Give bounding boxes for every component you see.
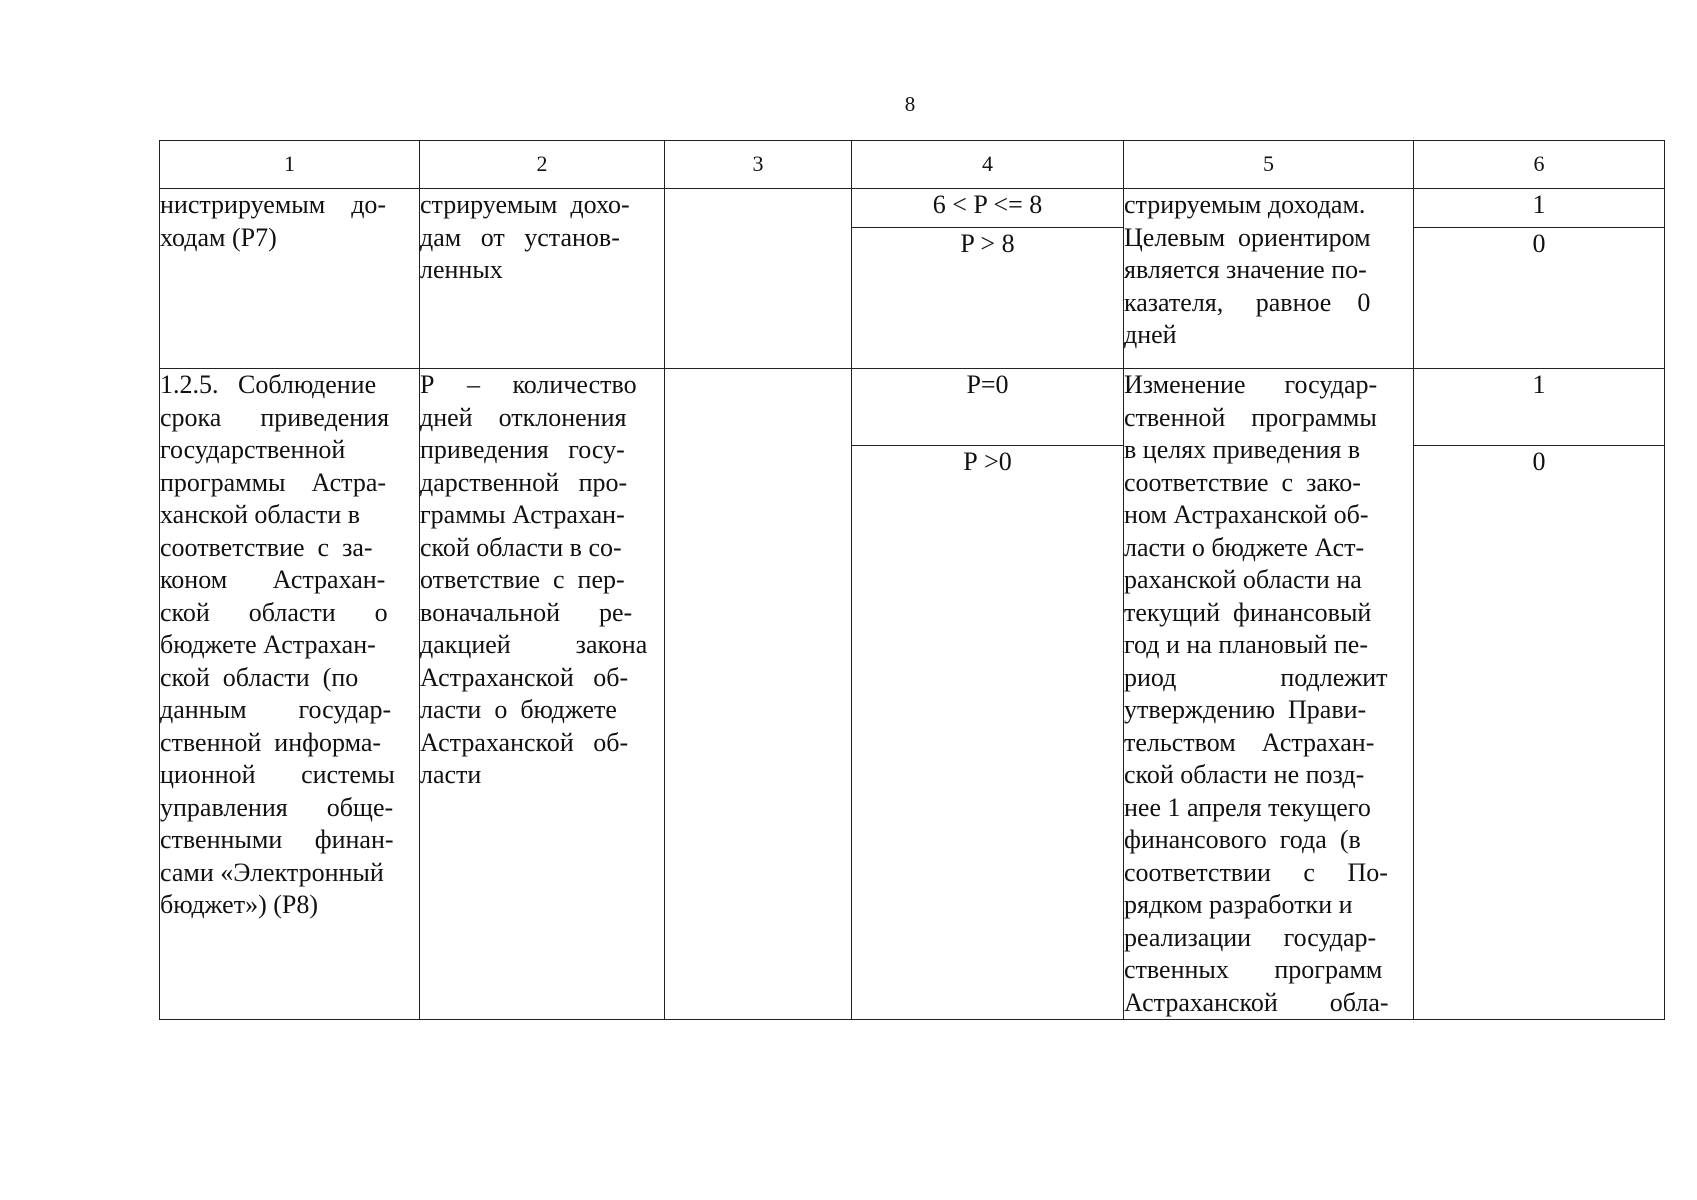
text-line: срока приведения xyxy=(160,402,390,432)
text-line: управления обще- xyxy=(160,792,394,822)
header-cell-3: 3 xyxy=(665,141,852,189)
text-line: тельством Астрахан- xyxy=(1124,727,1375,757)
p7-comment xyxy=(1124,189,1414,369)
text-line: ственных программ xyxy=(1124,955,1383,984)
text-line: воначальной ре- xyxy=(420,597,633,627)
text-line: текущий финансовый xyxy=(1124,597,1372,627)
p8-indicator-name xyxy=(160,369,420,1020)
table-row-p7 xyxy=(160,189,1665,228)
text-line: ходам (Р7) xyxy=(160,222,277,252)
text-line: рядком разработки и xyxy=(1124,890,1353,919)
text-line: ственной программы xyxy=(1124,402,1377,432)
text-line: является значение по- xyxy=(1124,255,1367,284)
text-line: ской области не позд- xyxy=(1124,760,1365,789)
text-line: коном Астрахан- xyxy=(160,565,386,594)
p7-condition-2: P > 8 xyxy=(852,228,1124,369)
header-cell-2: 2 xyxy=(420,141,665,189)
text-line: дней xyxy=(1124,320,1177,349)
p7-score-2: 0 xyxy=(1414,228,1665,369)
text-line: ственными финан- xyxy=(160,825,394,854)
header-cell-4: 4 xyxy=(852,141,1124,189)
p7-score-1: 1 xyxy=(1414,189,1665,228)
p8-condition-2: Р >0 xyxy=(852,446,1124,1020)
p7-indicator-name xyxy=(160,189,420,369)
text-line: ственной информа- xyxy=(160,727,382,757)
text-line: нее 1 апреля текущего xyxy=(1124,792,1371,822)
text-line: государственной xyxy=(160,435,346,464)
text-line: Астраханской обла- xyxy=(1124,987,1389,1017)
text-line: ласти о бюджете Аст- xyxy=(1124,532,1365,562)
text-line: ответствие с пер- xyxy=(420,565,625,594)
text-line: ласти о бюджете xyxy=(420,695,617,724)
text-line: дарственной про- xyxy=(420,467,628,497)
header-cell-6: 6 xyxy=(1414,141,1665,189)
p8-condition-1: Р=0 xyxy=(852,369,1124,446)
text-line: ласти xyxy=(420,760,482,789)
text-line: утверждению Прави- xyxy=(1124,695,1367,724)
text-line: ской области (по xyxy=(160,662,359,692)
text-line: бюджете Астрахан- xyxy=(160,630,376,659)
text-line: приведения госу- xyxy=(420,435,625,464)
text-line: дней отклонения xyxy=(420,402,627,432)
text-line: стрируемым дохо- xyxy=(420,190,630,219)
table-row-p8 xyxy=(160,369,1665,446)
p7-description xyxy=(420,189,665,369)
text-line: в целях приведения в xyxy=(1124,435,1361,464)
text-line: финансового года (в xyxy=(1124,825,1361,854)
text-line: Астраханской об- xyxy=(420,662,629,692)
text-line: нистрируемым до- xyxy=(160,190,387,219)
p8-comment xyxy=(1124,369,1414,1020)
text-line: Р – количество xyxy=(420,370,637,399)
text-line: программы Астра- xyxy=(160,467,387,497)
p7-condition-1: 6 < P <= 8 xyxy=(852,189,1124,228)
text-line: год и на плановый пе- xyxy=(1124,630,1368,659)
text-line: раханской области на xyxy=(1124,565,1362,594)
text-line: соответствии с По- xyxy=(1124,857,1388,887)
text-line: соответствие с зако- xyxy=(1124,467,1361,497)
text-line: риод подлежит xyxy=(1124,662,1388,692)
text-line: Целевым ориентиром xyxy=(1124,222,1371,252)
text-line: дакцией закона xyxy=(420,630,648,659)
header-cell-5: 5 xyxy=(1124,141,1414,189)
text-line: Изменение государ- xyxy=(1124,370,1378,399)
text-line: стрируемым доходам. xyxy=(1124,190,1366,219)
header-cell-1: 1 xyxy=(160,141,420,189)
text-line: реализации государ- xyxy=(1124,922,1377,952)
p8-score-2: 0 xyxy=(1414,446,1665,1020)
page-number: 8 xyxy=(904,92,916,116)
text-line: казателя, равное 0 xyxy=(1124,287,1371,317)
p7-col3 xyxy=(665,189,852,369)
text-line: ской области о xyxy=(160,597,388,627)
text-line: ханской области в xyxy=(160,500,361,529)
text-line: ской области в со- xyxy=(420,532,622,562)
indicators-table xyxy=(159,140,1665,1020)
text-line: соответствие с за- xyxy=(160,532,373,562)
text-line: ционной системы xyxy=(160,760,395,789)
p8-description xyxy=(420,369,665,1020)
p8-score-1: 1 xyxy=(1414,369,1665,446)
text-line: 1.2.5. Соблюдение xyxy=(160,370,377,399)
text-line: сами «Электронный xyxy=(160,857,384,887)
text-line: дам от установ- xyxy=(420,222,620,252)
p8-col3 xyxy=(665,369,852,1020)
text-line: ном Астраханской об- xyxy=(1124,500,1369,529)
text-line: Астраханской об- xyxy=(420,727,629,757)
text-line: ленных xyxy=(420,255,503,284)
text-line: бюджет») (Р8) xyxy=(160,890,319,919)
text-line: граммы Астрахан- xyxy=(420,500,625,529)
header-row xyxy=(160,141,1665,189)
text-line: данным государ- xyxy=(160,695,392,724)
